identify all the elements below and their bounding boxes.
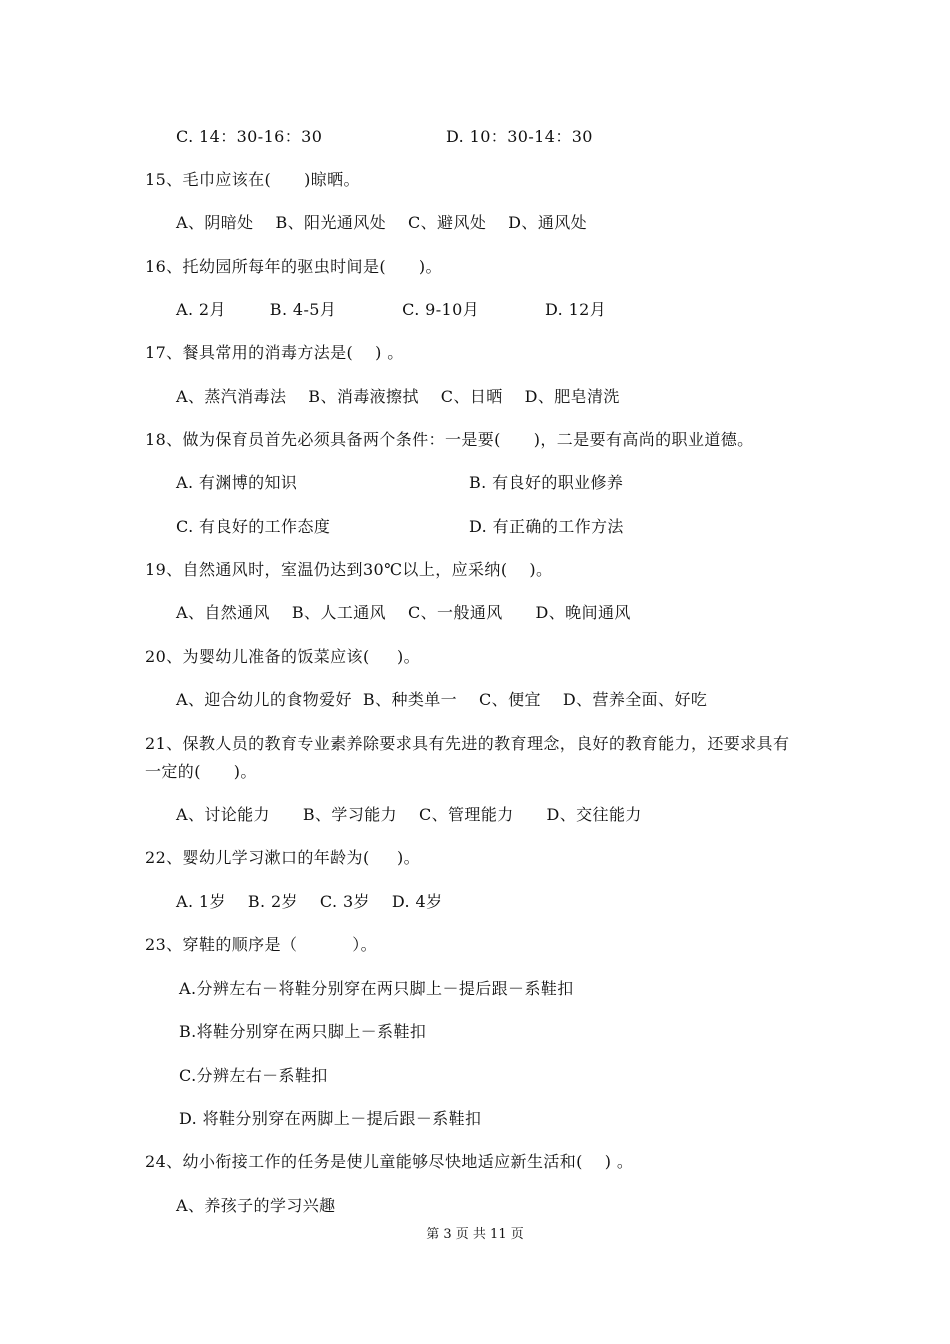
- q18-question: 18、做为保育员首先必须具备两个条件：一是要( )，二是要有高尚的职业道德。: [145, 430, 754, 449]
- q17-question: 17、餐具常用的消毒方法是( ) 。: [145, 343, 404, 362]
- q16-question: 16、托幼园所每年的驱虫时间是( )。: [145, 257, 442, 276]
- q23-option-b: B.将鞋分别穿在两只脚上－系鞋扣: [179, 1022, 427, 1041]
- q18-option-b: B. 有良好的职业修养: [469, 473, 624, 492]
- q16-options: A. 2月 B. 4-5月 C. 9-10月 D. 12月: [176, 300, 607, 319]
- q23-option-c: C.分辨左右－系鞋扣: [179, 1066, 328, 1085]
- q20-options: A、迎合幼儿的食物爱好 B、种类单一 C、便宜 D、营养全面、好吃: [176, 690, 708, 709]
- q23-option-d: D. 将鞋分别穿在两脚上－提后跟－系鞋扣: [179, 1109, 482, 1128]
- q23-question: 23、穿鞋的顺序是（ ）。: [145, 935, 378, 954]
- q18-option-c: C. 有良好的工作态度: [176, 517, 331, 536]
- q22-question: 22、婴幼儿学习漱口的年龄为( )。: [145, 848, 421, 867]
- q23-option-a: A.分辨左右－将鞋分别穿在两只脚上－提后跟－系鞋扣: [179, 979, 574, 998]
- q14-option-d: D. 10：30-14：30: [446, 127, 593, 146]
- q21-options: A、讨论能力 B、学习能力 C、管理能力 D、交往能力: [176, 805, 642, 824]
- q24-option-a: A、养孩子的学习兴趣: [176, 1196, 336, 1215]
- q15-question: 15、毛巾应该在( )晾晒。: [145, 170, 360, 189]
- q14-option-c: C. 14：30-16：30: [176, 127, 323, 146]
- q17-options: A、蒸汽消毒法 B、消毒液擦拭 C、日晒 D、肥皂清洗: [176, 387, 620, 406]
- q15-options: A、阴暗处 B、阳光通风处 C、避风处 D、通风处: [176, 213, 588, 232]
- q20-question: 20、为婴幼儿准备的饭菜应该( )。: [145, 647, 421, 666]
- q22-options: A. 1岁 B. 2岁 C. 3岁 D. 4岁: [176, 892, 443, 911]
- q21-question-line1: 21、保教人员的教育专业素养除要求具有先进的教育理念，良好的教育能力，还要求具有: [145, 734, 790, 753]
- q19-options: A、自然通风 B、人工通风 C、一般通风 D、晚间通风: [176, 603, 631, 622]
- q18-option-d: D. 有正确的工作方法: [469, 517, 624, 536]
- q21-question-line2: 一定的( )。: [145, 762, 257, 781]
- page-footer: 第 3 页 共 11 页: [426, 1227, 524, 1242]
- q24-question: 24、幼小衔接工作的任务是使儿童能够尽快地适应新生活和( ) 。: [145, 1152, 634, 1171]
- q18-option-a: A. 有渊博的知识: [176, 473, 298, 492]
- q19-question: 19、自然通风时，室温仍达到30℃以上，应采纳( )。: [145, 560, 553, 579]
